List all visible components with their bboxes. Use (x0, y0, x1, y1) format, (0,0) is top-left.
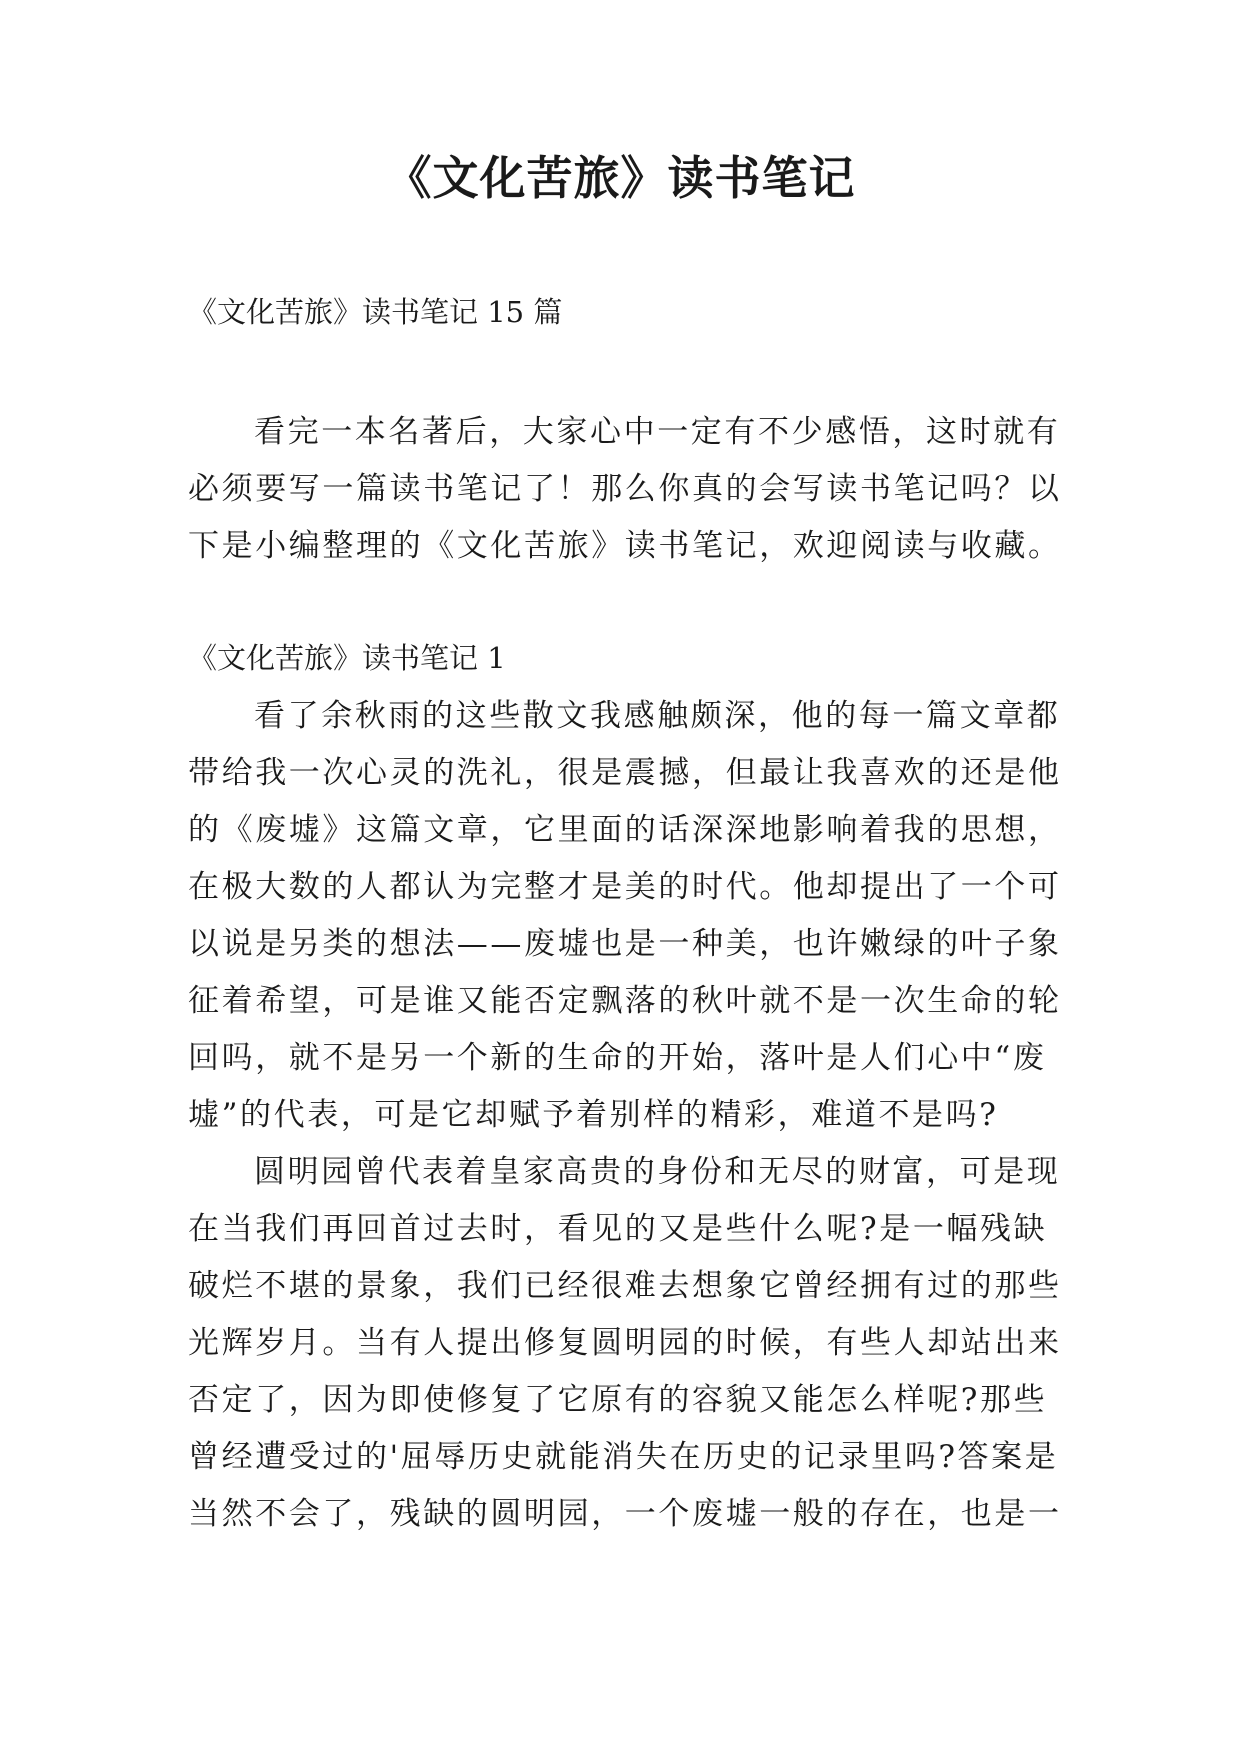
document-subtitle: 《文化苦旅》读书笔记 15 篇 (188, 295, 563, 329)
intro-paragraph: 看完一本名著后，大家心中一定有不少感悟，这时就有必须要写一篇读书笔记了！那么你真的会写读书笔记吗？以下是小编整理的《文化苦旅》读书笔记，欢迎阅读与收藏。 (188, 414, 1062, 564)
document-title: 《文化苦旅》读书笔记 (385, 151, 856, 205)
section-paragraph-1: 看了余秋雨的这些散文我感触颇深，他的每一篇文章都带给我一次心灵的洗礼，很是震撼，但最让我喜欢的还是他的《废墟》这篇文章，它里面的话深深地影响着我的思想，在极大数的人都认为完整才是美的时代。他却提出了一个可以说是另类的想法——废墟也是一种美，也许嫩绿的叶子象征着希望，可是谁又能否定飘落的秋叶就不是一次生命的轮回吗，就不是另一个新的生命的开始，落叶是人们心中“废墟”的代表，可是它却赋予着别样的精彩，难道不是吗? (188, 698, 1062, 1133)
section-body (188, 688, 1068, 1543)
section-heading: 《文化苦旅》读书笔记 1 (188, 641, 506, 675)
section-paragraph-2: 圆明园曾代表着皇家高贵的身份和无尽的财富，可是现在当我们再回首过去时，看见的又是些什么呢?是一幅残缺破烂不堪的景象，我们已经很难去想象它曾经拥有过的那些光辉岁月。当有人提出修复圆明园的时候，有些人却站出来否定了，因为即使修复了它原有的容貌又能怎么样呢?那些曾经遭受过的'屈辱历史就能消失在历史的记录里吗?答案是当然不会了，残缺的圆明园，一个废墟一般的存在，也是一 (188, 1154, 1062, 1532)
